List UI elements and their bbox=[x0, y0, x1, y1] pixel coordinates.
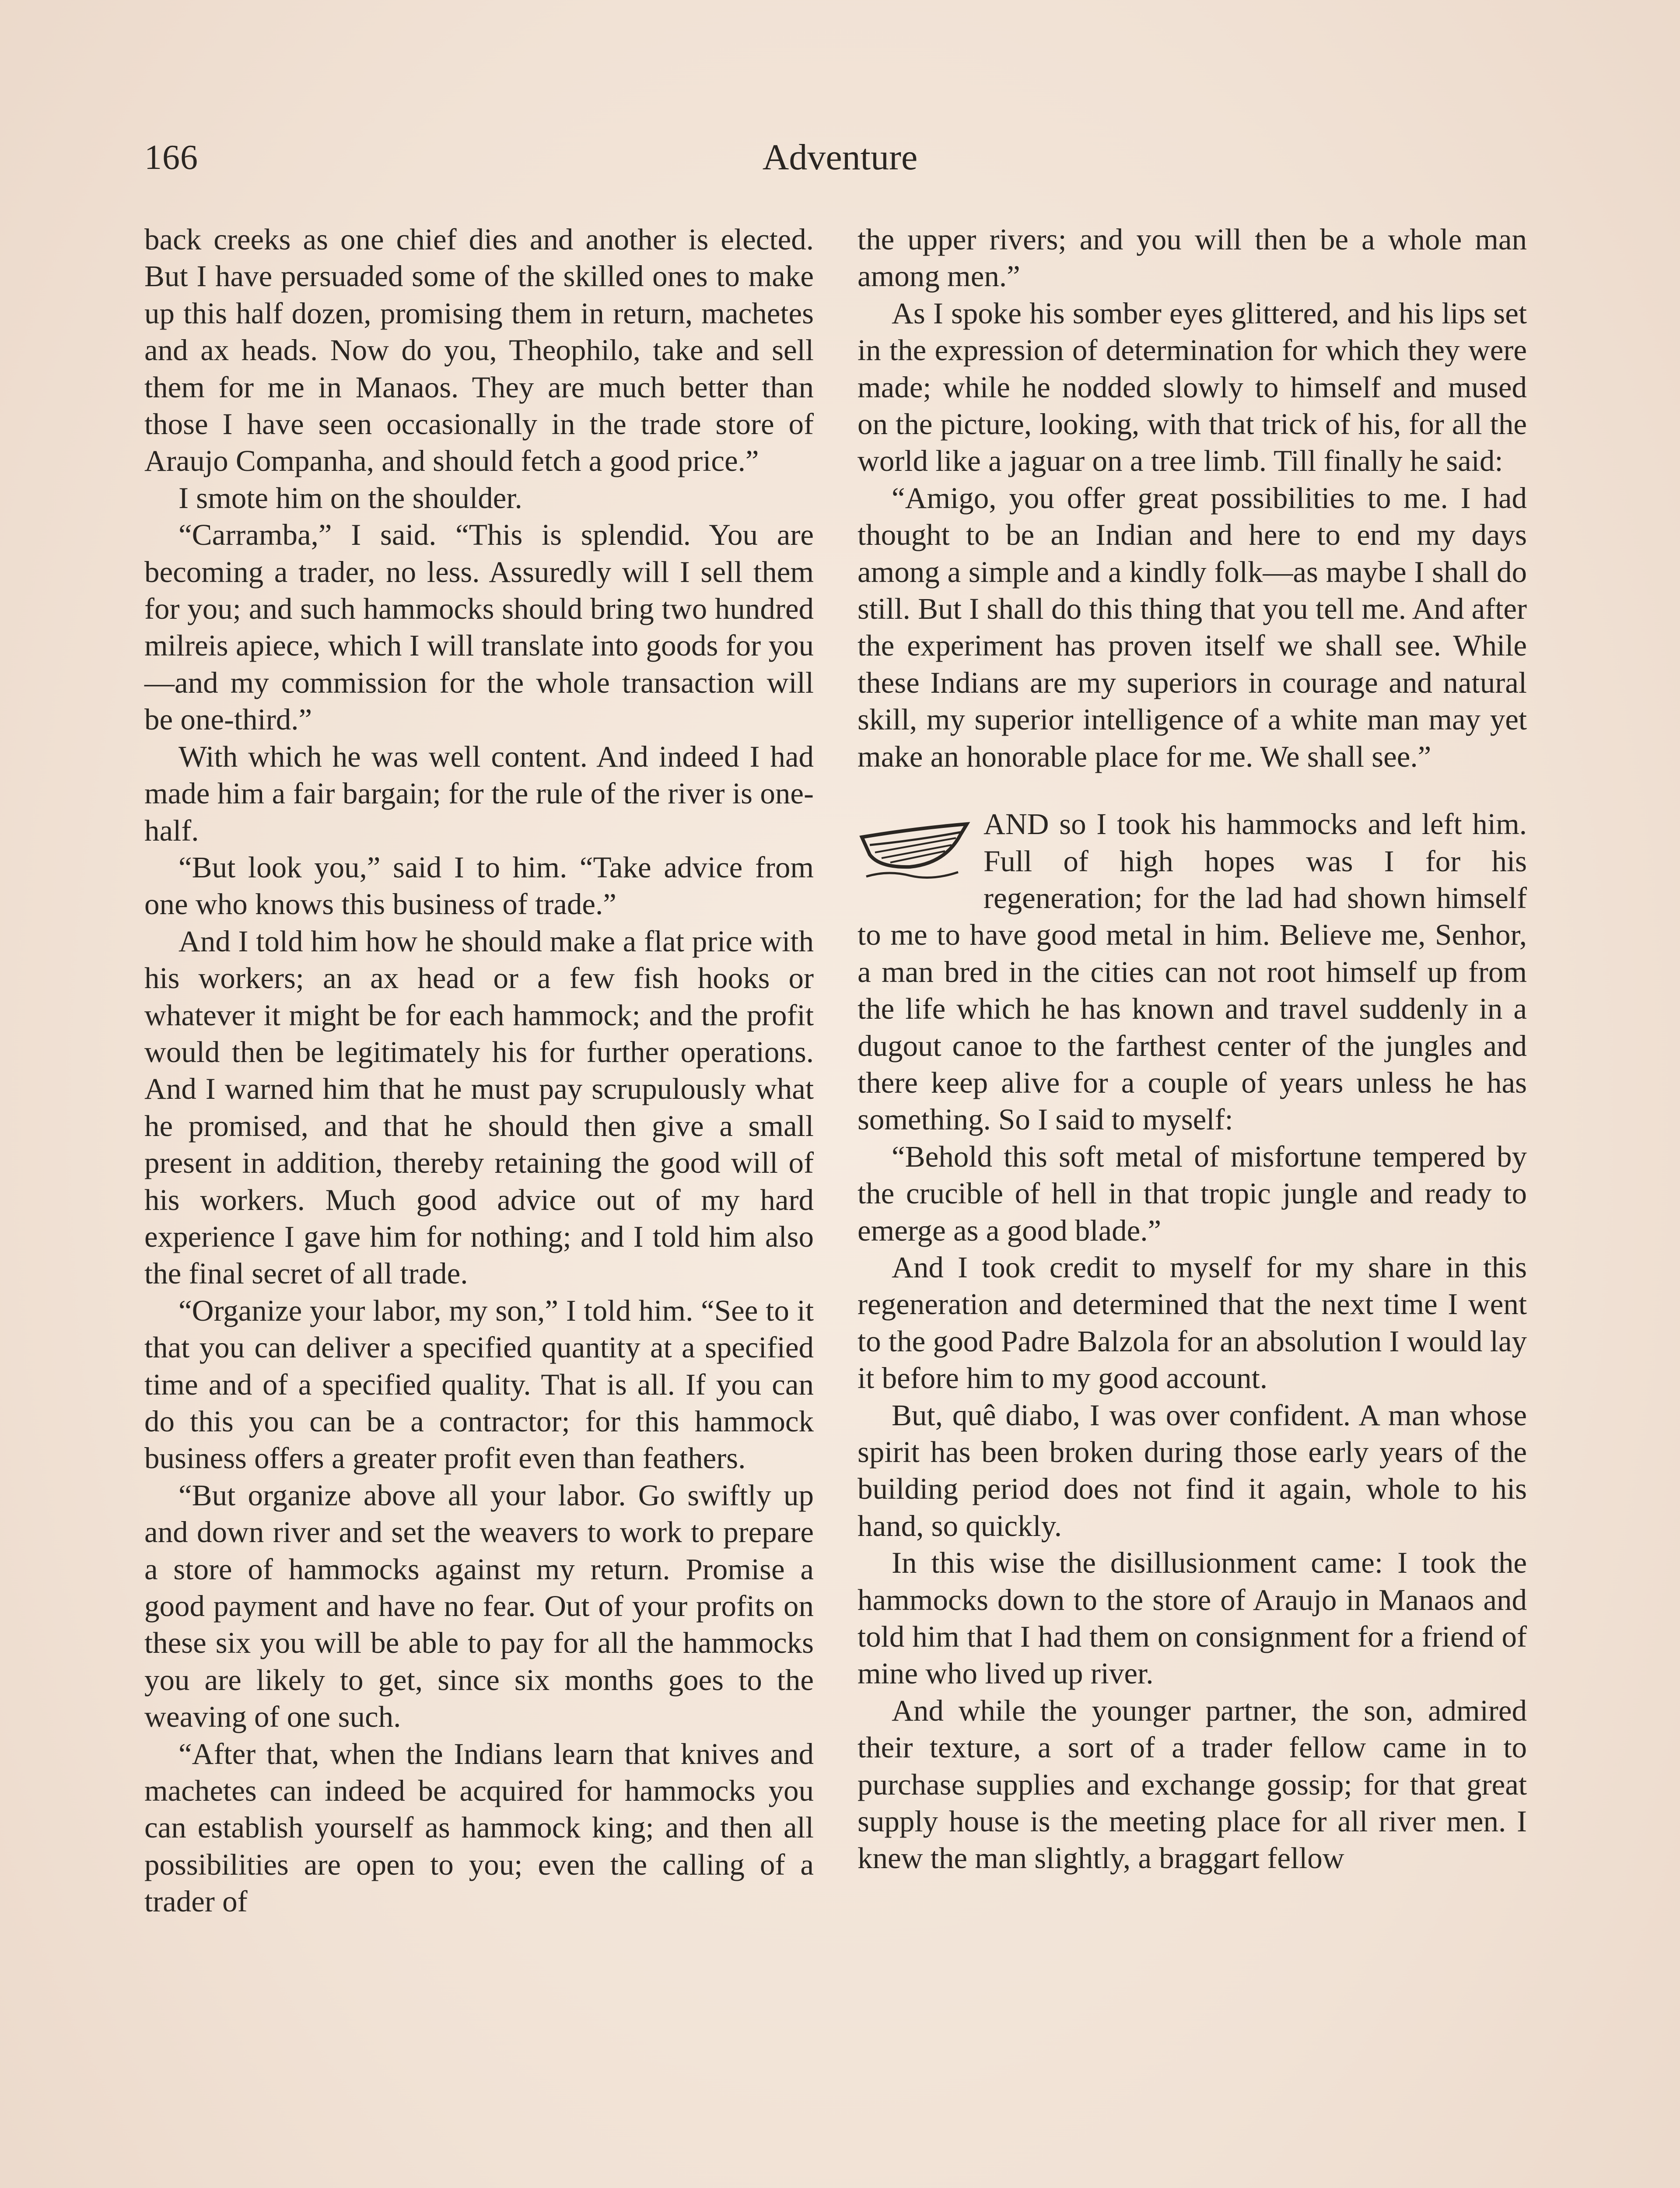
paragraph: And while the younger partner, the son, admired their texture, a sort of a trader fellow came in to purchase supplies and exchange gossip; for that great supply house is the meeting place for all river men. I knew the man slightly, a braggart fellow bbox=[858, 1694, 1527, 1875]
canoe-icon bbox=[858, 811, 971, 885]
paragraph: “After that, when the Indians learn that knives and machetes can indeed be acquired for hammocks you can establish yourself as hammock king; and then all possibilities are open to you; even the calling of a trader of bbox=[144, 1737, 814, 1918]
paragraph: And I told him how he should make a flat price with his workers; an ax head or a few fish hooks or whatever it might be for each hammock; and the profit would then be legitimately his for further operations. And I warned him that he must pay scrupulously what he promised, and that he should then give a small present in addition, thereby retaining the good will of his workers. Much good advice out of my hard experience I gave him for nothing; and I told him also the final secret of all trade. bbox=[144, 924, 814, 1290]
right-column bbox=[858, 221, 1527, 1877]
left-column bbox=[144, 221, 814, 1920]
paragraph: In this wise the disillusionment came: I took the hammocks down to the store of Araujo in Manaos and told him that I had them on consignment for a friend of mine who lived up river. bbox=[858, 1546, 1527, 1690]
page-header bbox=[144, 131, 1536, 184]
paragraph: “Organize your labor, my son,” I told him. “See to it that you can deliver a specified quantity at a specified time and of a specified quality. That is all. If you can do this you can be a contractor; for this hammock business offers a greater profit even than feathers. bbox=[144, 1294, 814, 1475]
paragraph: With which he was well content. And indeed I had made him a fair bargain; for the rule of the river is one-half. bbox=[144, 740, 814, 847]
section-spacer bbox=[858, 775, 1527, 806]
section-opening-paragraph: AND so I took his hammocks and left him. Full of high hopes was I for his regeneration; for the lad had shown himself to me to have good metal in him. Believe me, Senhor, a man bred in the cities can not root himself up from the life which he has known and travel suddenly in a dugout canoe to the farthest center of the jungles and there keep alive for a couple of years unless he has something. So I said to myself: bbox=[858, 807, 1527, 1136]
paragraph: But, quê diabo, I was over confident. A man whose spirit has been broken during those early years of the building period does not find it again, whole to his hand, so quickly. bbox=[858, 1398, 1527, 1543]
paragraph: “But look you,” said I to him. “Take advice from one who knows this business of trade.” bbox=[144, 850, 814, 921]
paragraph: “Behold this soft metal of misfortune tempered by the crucible of hell in that tropic jungle and ready to emerge as a good blade.” bbox=[858, 1140, 1527, 1247]
paragraph: “Carramba,” I said. “This is splendid. You are becoming a trader, no less. Assuredly will I sell them for you; and such hammocks should bring two hundred milreis apiece, which I will translate into goods for you—and my commission for the whole transaction will be one-third.” bbox=[144, 518, 814, 736]
paragraph: “Amigo, you offer great possibilities to me. I had thought to be an Indian and here to end my days among a simple and a kindly folk—as maybe I shall do still. But I shall do this thing that you tell me. And after the experiment has proven itself we shall see. While these Indians are my superiors in courage and natural skill, my superior intelligence of a white man may yet make an honorable place for me. We shall see.” bbox=[858, 481, 1527, 773]
running-title: Adventure bbox=[762, 137, 918, 178]
section-break bbox=[858, 806, 1527, 1138]
paragraph: “But organize above all your labor. Go swiftly up and down river and set the weavers to work to prepare a store of hammocks against my return. Promise a good payment and have no fear. Out of your profits on these six you will be able to pay for all the hammocks you are likely to get, since six months goes to the weaving of one such. bbox=[144, 1478, 814, 1734]
paragraph: the upper rivers; and you will then be a whole man among men.” bbox=[858, 223, 1527, 293]
paragraph: I smote him on the shoulder. bbox=[178, 481, 522, 515]
paragraph: And I took credit to myself for my share in this regeneration and determined that the next time I went to the good Padre Balzola for an absolution I would lay it before him to my good account. bbox=[858, 1250, 1527, 1395]
paragraph: back creeks as one chief dies and another is elected. But I have persuaded some of the skilled ones to make up this half dozen, promising them in return, machetes and ax heads. Now do you, Theophilo, take and sell them for me in Manaos. They are much better than those I have seen occasionally in the trade store of Araujo Companha, and should fetch a good price.” bbox=[144, 223, 814, 478]
paragraph: As I spoke his somber eyes glittered, and his lips set in the expression of determination for which they were made; while he nodded slowly to himself and mused on the picture, looking, with that trick of his, for all the world like a jaguar on a tree limb. Till finally he said: bbox=[858, 296, 1527, 478]
page-number: 166 bbox=[144, 138, 198, 177]
